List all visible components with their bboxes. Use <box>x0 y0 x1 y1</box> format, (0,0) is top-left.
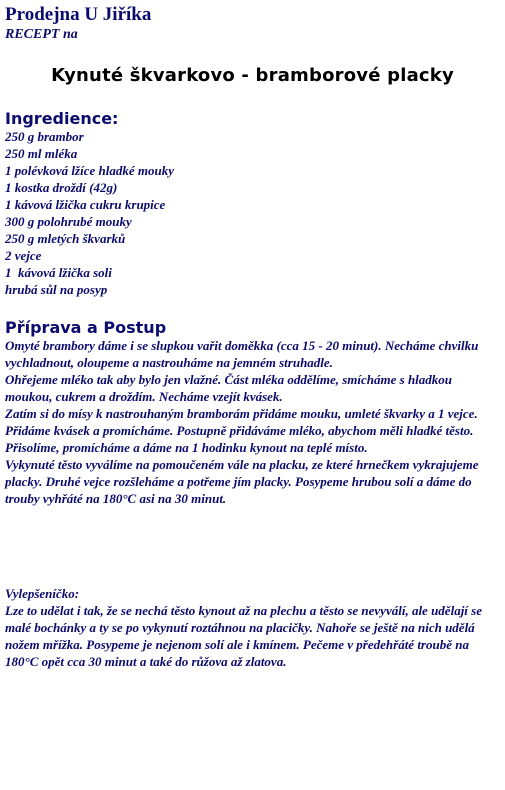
preparation-text <box>5 337 500 507</box>
recipe-title: Kynuté škvarkovo - bramborové placky <box>51 65 454 86</box>
shop-name: Prodejna U Jiříka <box>5 4 152 25</box>
recept-label: RECEPT na <box>5 27 78 42</box>
ingredients-heading: Ingredience: <box>5 109 119 128</box>
preparation-paragraph: Vykynuté těsto vyválíme na pomoučeném vále na placku, ze které hrnečkem vykrajujeme placky. Druhé vejce rozšleháme a potřeme jím placky. Posypeme hrubou solí a dáme do trouby vyhřáté na 180°C asi na 30 minut. <box>5 457 479 506</box>
preparation-paragraph: Ohřejeme mléko tak aby bylo jen vlažné. Část mléka oddělíme, smícháme s hladkou moukou, cukrem a droždím. Necháme vzejít kvásek. <box>5 372 453 404</box>
preparation-heading: Příprava a Postup <box>5 318 167 337</box>
tip-section <box>5 602 500 670</box>
preparation-paragraph: Přidáme kvásek a promícháme. Postupně přidáváme mléko, abychom měli hladké těsto. Přisolíme, promícháme a dáme na 1 hodinku kynout na teplé místo. <box>5 423 474 455</box>
tip-text: Lze to udělat i tak, že se nechá těsto kynout až na plechu a těsto se nevyválí, ale udělají se malé bochánky a ty se po vykynutí roztáhnou na placičky. Nahoře se ještě na nich udělá nožem mřížka. Posypeme je nejenom solí ale i kmínem. Pečeme v předehřáté troubě na 180°C opět cca 30 minut a také do růžova až zlatova. <box>5 603 482 669</box>
ingredient-item: 1 kávová lžička cukru krupice <box>5 197 166 212</box>
ingredient-item: 1 polévková lžíce hladké mouky <box>5 163 174 178</box>
ingredient-item: hrubá sůl na posyp <box>5 282 108 297</box>
ingredients-list <box>5 128 174 298</box>
ingredient-item: 250 g brambor <box>5 129 84 144</box>
ingredient-item: 2 vejce <box>5 248 42 263</box>
ingredient-item: 1 kávová lžička soli <box>5 265 112 280</box>
ingredient-item: 250 ml mléka <box>5 146 78 161</box>
tip-heading: Vylepšeníčko: <box>5 586 80 601</box>
preparation-paragraph: Zatím si do mísy k nastrouhaným bramborám přidáme mouku, umleté škvarky a 1 vejce. <box>5 406 478 421</box>
preparation-paragraph: Omyté brambory dáme i se slupkou vařit doměkka (cca 15 - 20 minut). Necháme chvilku vychladnout, oloupeme a nastrouháme na jemném struhadle. <box>5 338 479 370</box>
ingredient-item: 250 g mletých škvarků <box>5 231 126 246</box>
ingredient-item: 1 kostka droždí (42g) <box>5 180 118 195</box>
ingredient-item: 300 g polohrubé mouky <box>5 214 132 229</box>
